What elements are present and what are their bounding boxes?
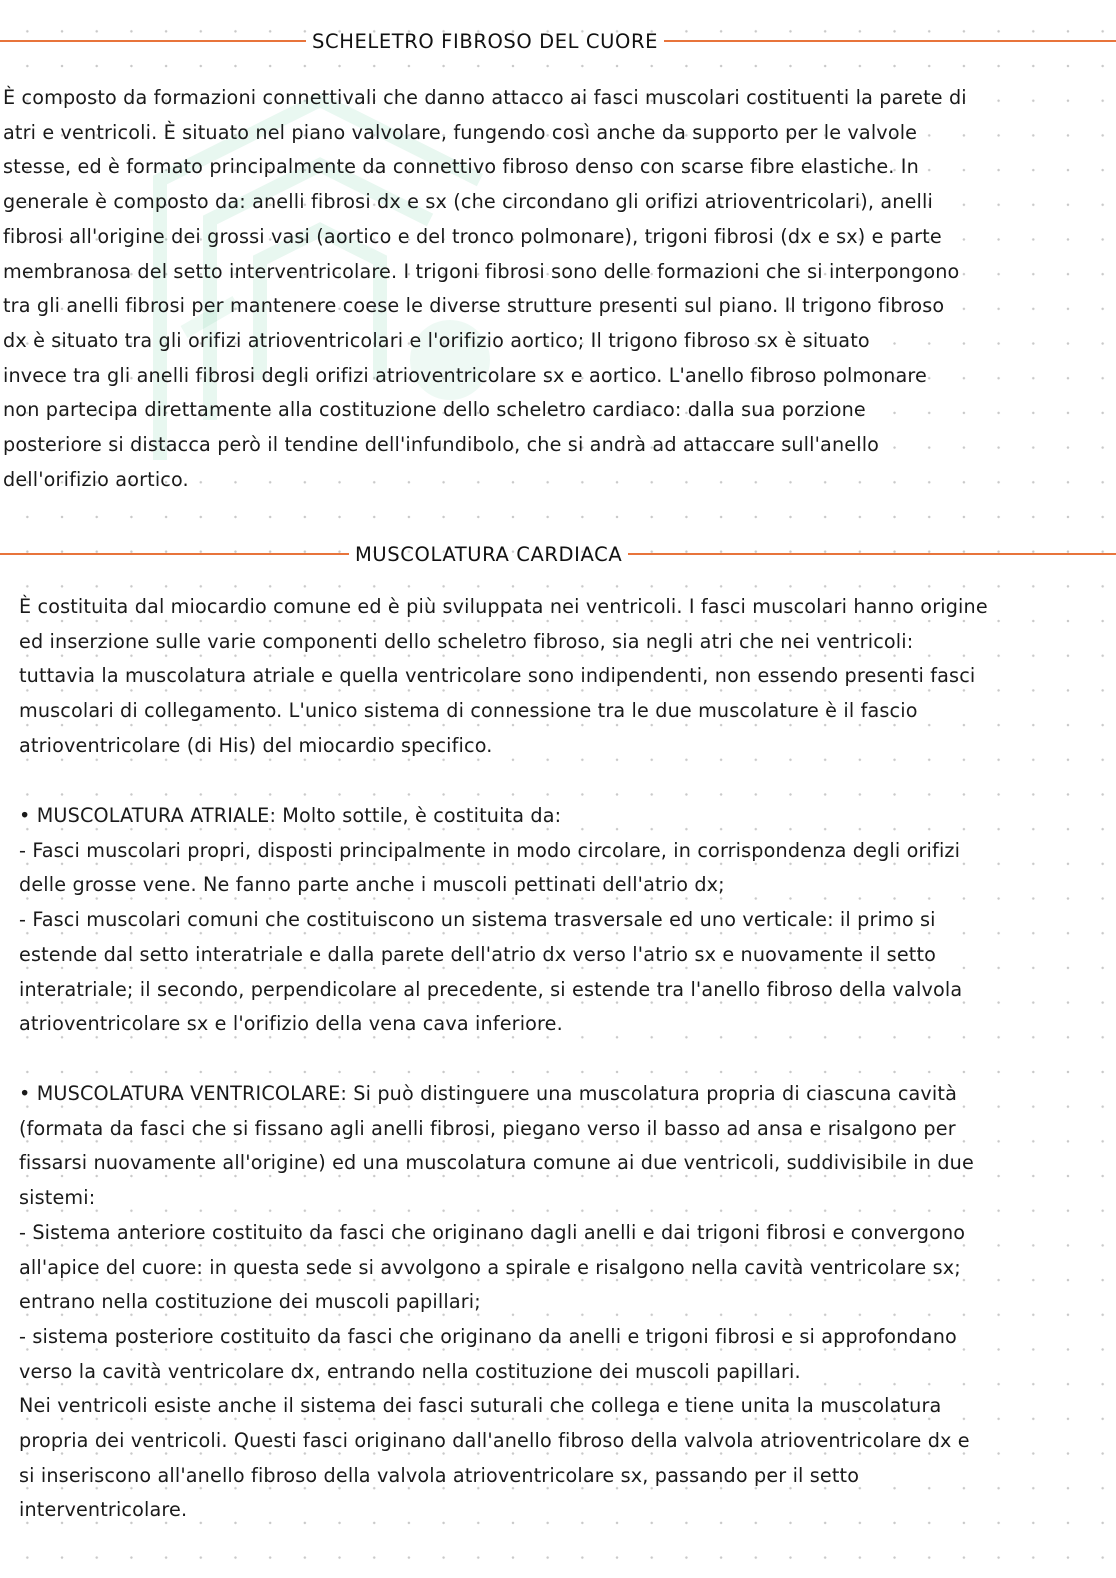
- text-line: tra gli anelli fibrosi per mantenere coese le diverse strutture presenti sul piano. Il trigono fibroso: [3, 294, 945, 318]
- text-line: - Fasci muscolari comuni che costituiscono un sistema trasversale ed uno verticale: il primo si: [19, 908, 936, 932]
- text-line: atrioventricolare sx e l'orifizio della vena cava inferiore.: [19, 1012, 563, 1036]
- text-line: fissarsi nuovamente all'origine) ed una muscolatura comune ai due ventricoli, suddivisibile in due: [19, 1151, 974, 1175]
- text-line: È costituita dal miocardio comune ed è più sviluppata nei ventricoli. I fasci muscolari hanno origine: [19, 595, 988, 618]
- text-line: - Fasci muscolari propri, disposti principalmente in modo circolare, in corrispondenza degli orifizi: [19, 838, 961, 862]
- text-line: (formata da fasci che si fissano agli anelli fibrosi, piegano verso il basso ad ansa e risalgono per: [19, 1116, 956, 1140]
- heading-rule-right: [664, 40, 1116, 42]
- text-line: Nei ventricoli esiste anche il sistema dei fasci suturali che collega e tiene unita la muscolatura: [19, 1394, 942, 1418]
- bullet-line: • MUSCOLATURA VENTRICOLARE: Si può distinguere una muscolatura propria di ciascuna cavità: [19, 1082, 957, 1105]
- section-heading-muscolatura: [0, 539, 1116, 569]
- section-heading-scheletro: [0, 26, 1116, 56]
- text-line: atrioventricolare (di His) del miocardio specifico.: [19, 733, 493, 757]
- text-line: verso la cavità ventricolare dx, entrando nella costituzione dei muscoli papillari.: [19, 1359, 801, 1383]
- heading-rule-left: [0, 40, 306, 42]
- heading-rule-right: [628, 553, 1116, 555]
- text-line: interventricolare.: [19, 1498, 188, 1522]
- text-line: invece tra gli anelli fibrosi degli orifizi atrioventricolare sx e aortico. L'anello fibroso polmonare: [3, 363, 927, 387]
- text-line: È composto da formazioni connettivali che danno attacco ai fasci muscolari costituenti la parete di: [3, 86, 967, 109]
- text-line: sistemi:: [19, 1186, 96, 1210]
- section-title-scheletro: SCHELETRO FIBROSO DEL CUORE: [312, 29, 659, 53]
- text-line: fibrosi all'origine dei grossi vasi (aortico e del tronco polmonare), trigoni fibrosi (dx e sx) e parte: [3, 224, 942, 248]
- text-line: generale è composto da: anelli fibrosi dx e sx (che circondano gli orifizi atrioventricolari), anelli: [3, 190, 933, 214]
- text-line: interatriale; il secondo, perpendicolare al precedente, si estende tra l'anello fibroso della valvola: [19, 977, 963, 1001]
- text-line: ed inserzione sulle varie componenti dello scheletro fibroso, sia negli atri che nei ventricoli:: [19, 629, 914, 653]
- heading-rule-left: [0, 553, 349, 555]
- text-line: atri e ventricoli. È situato nel piano valvolare, fungendo così anche da supporto per le valvole: [3, 120, 918, 144]
- text-line: entrano nella costituzione dei muscoli papillari;: [19, 1290, 481, 1314]
- paragraph-muscolatura-intro: [19, 590, 1109, 764]
- text-line: estende dal setto interatriale e dalla parete dell'atrio dx verso l'atrio sx e nuovamente il setto: [19, 942, 937, 966]
- paragraph-muscolatura-atriale: [19, 799, 1109, 1042]
- text-line: tuttavia la muscolatura atriale e quella ventricolare sono indipendenti, non essendo presenti fasci: [19, 664, 976, 688]
- text-line: muscolari di collegamento. L'unico sistema di connessione tra le due muscolature è il fascio: [19, 699, 918, 723]
- text-line: all'apice del cuore: in questa sede si avvolgono a spirale e risalgono nella cavità ventricolare sx;: [19, 1255, 961, 1279]
- text-line: delle grosse vene. Ne fanno parte anche i muscoli pettinati dell'atrio dx;: [19, 873, 725, 897]
- paragraph-scheletro: [3, 81, 1108, 497]
- text-line: dell'orifizio aortico.: [3, 467, 189, 491]
- text-line: propria dei ventricoli. Questi fasci originano dall'anello fibroso della valvola atrioventricolare dx e: [19, 1429, 970, 1453]
- text-line: si inseriscono all'anello fibroso della valvola atrioventricolare sx, passando per il setto: [19, 1463, 860, 1487]
- text-line: membranosa del setto interventricolare. I trigoni fibrosi sono delle formazioni che si interpongono: [3, 259, 960, 283]
- bullet-line: • MUSCOLATURA ATRIALE: Molto sottile, è costituita da:: [19, 804, 562, 827]
- text-line: - sistema posteriore costituito da fasci che originano da anelli e trigoni fibrosi e si approfondano: [19, 1324, 957, 1348]
- paragraph-muscolatura-ventricolare: [19, 1077, 1109, 1528]
- text-line: - Sistema anteriore costituito da fasci che originano dagli anelli e dai trigoni fibrosi e convergono: [19, 1220, 966, 1244]
- text-line: non partecipa direttamente alla costituzione dello scheletro cardiaco: dalla sua porzione: [3, 398, 866, 422]
- text-line: posteriore si distacca però il tendine dell'infundibolo, che si andrà ad attaccare sull'anello: [3, 433, 880, 457]
- text-line: stesse, ed è formato principalmente da connettivo fibroso denso con scarse fibre elastiche. In: [3, 155, 919, 179]
- section-title-muscolatura: MUSCOLATURA CARDIACA: [355, 542, 623, 566]
- text-line: dx è situato tra gli orifizi atrioventricolari e l'orifizio aortico; Il trigono fibroso sx è situato: [3, 328, 870, 352]
